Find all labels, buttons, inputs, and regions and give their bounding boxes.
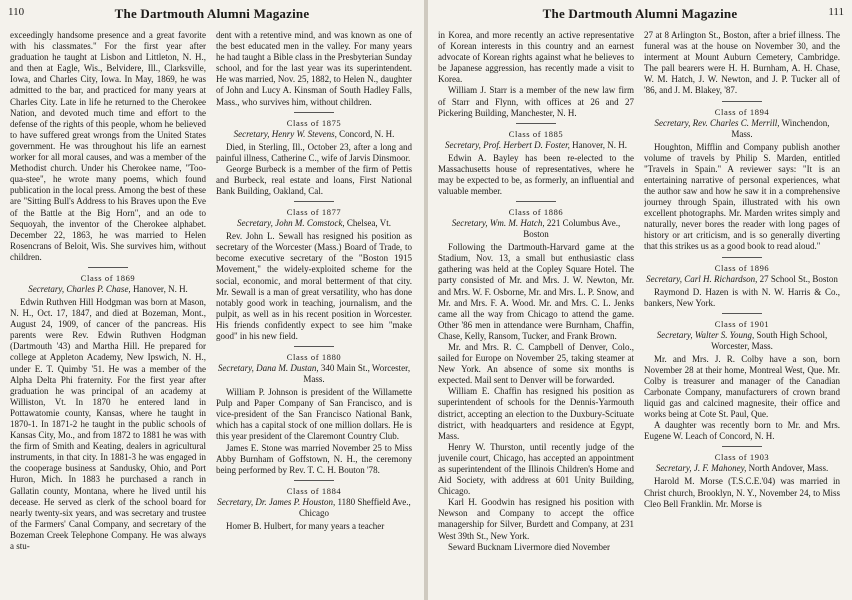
class-note-section <box>216 352 412 481</box>
secretary-name: Dana M. Dustan, <box>256 363 319 374</box>
paragraph: exceedingly handsome presence and a great favorite with his classmates." For the first year after graduation he taught at Lisbon and Littleton, N. H., and then at Eagle, Wis., Belvidere, Ill., Clarksville, Iowa, and Charles City, Iowa. In May, 1869, he was admitted to the bar, and practiced for many years at Charles City. Late in life he returned to the Cherokee Nation, and devoted much time and effort to the defense of the rights of this people, whom he believed to have suffered great wrongs from the United States government. He was throughout his life an earnest worker for all moral causes, and was a member of the Methodist church. Under his Cherokee name, "Too-qua-stee", he wrote many poems, which found publication in the local press. Among the best of these are "Sitting Bull's Address to his Braves upon the Eve of the Battle at the Big Horn", and an ode to Sequoyah, the inventor of the Cherokee alphabet. December 22, 1863, he was married to Helen Rosencrans of Beloit, Wis. She survives him, without children. <box>10 30 206 262</box>
section-divider <box>294 480 334 481</box>
secretary-label: Secretary, <box>646 273 682 284</box>
class-secretary-line <box>438 140 634 151</box>
paragraph: in Korea, and more recently an active representative of Korean interests in this country and an earnest advocate of Korean rights against what he believes to be Japanese aggression, has recently made a visit to Korea. <box>438 30 634 85</box>
section-divider <box>722 257 762 258</box>
secretary-name: Rev. Charles C. Merrill, <box>692 117 780 128</box>
paragraph: William P. Johnson is president of the Willamette Pulp and Paper Company of San Francisco, and is vice-president of the San Francisco National Bank, which has a capital stock of one million dollars. He is this year president of the Claremont Country Club. <box>216 387 412 442</box>
class-note-section <box>216 118 412 202</box>
paragraph: Edwin Ruthven Hill Hodgman was born at Mason, N. H., Oct. 17, 1847, and died at Bozeman, Mont., August 24, 1909, of cancer of the pancreas. His parents were Rev. Edwin Ruthven Hodgman (Dartmouth '43) and Martha Hill. He prepared for college at Appleton Academy, New Ipswich, N. H., under E. T. Quimby '51. He was a member of the Alpha Delta Phi fraternity. For the first year after graduation he was principal of an academy at Williston, Vt. In 1870 he entered land in Pottawatomie county, Kansas, where he taught in 1870-1. In 1871-2 he taught in the public schools of Kansas City, Mo., and from 1872 to 1881 he was with the firm of Smith and Keating, dealers in agricultural instruments, in that city. In 1881-3 he was engaged in the cooperage business at Sandusky, Ohio, and Port Huron, Mich. In 1883 he purchased a ranch in Gallatin county, Montana, where he lived until his decease. He served as clerk of the school board for nearly twenty-six years, and was secretary and trustee of the Farmers' Canal Company, and secretary of the Bozeman Creek Telephone Company. He was always a stu- <box>10 296 206 552</box>
secretary-label: Secretary, <box>451 218 488 229</box>
secretary-name: Dr. James P. Houston, <box>255 496 336 507</box>
class-heading: Class of 1869 <box>80 272 136 283</box>
secretary-label: Secretary, <box>237 218 273 229</box>
paragraph: Homer B. Hulbert, for many years a teacher <box>226 520 385 531</box>
paragraph: Raymond D. Hazen is with N. W. Harris & Co., bankers, New York. <box>644 286 840 308</box>
secretary-label: Secretary, <box>217 496 254 507</box>
secretary-address: 1180 Sheffield Ave., Chicago <box>299 496 411 518</box>
class-heading: Class of 1877 <box>286 207 342 218</box>
right-page <box>428 0 852 600</box>
class-heading: Class of 1875 <box>286 117 342 128</box>
right-running-title: The Dartmouth Alumni Magazine <box>542 6 738 21</box>
paragraph: dent with a retentive mind, and was known as one of the best educated men in the valley. For many years he had taught a Bible class in the Presbyterian Sunday school, and for the last year was its superintendent. He was married, Nov. 25, 1882, to Helen N., daughter of John and Lucy A. Kinsman of South Hadley Falls, Mass., who survives him, without children. <box>216 30 412 107</box>
paragraph: William J. Starr is a member of the new law firm of Starr and Flynn, with offices at 26 and 27 Pickering Building, Manchester, N. H. <box>438 85 634 118</box>
section-divider <box>516 201 556 202</box>
right-running-head <box>436 6 844 24</box>
left-page <box>0 0 424 600</box>
class-note-section <box>216 207 412 347</box>
secretary-label: Secretary, <box>217 363 254 374</box>
class-heading: Class of 1886 <box>508 207 564 218</box>
paragraph: A daughter was recently born to Mr. and Mrs. Eugene W. Leach of Concord, N. H. <box>644 420 840 442</box>
class-heading: Class of 1901 <box>714 318 770 329</box>
section-divider <box>516 123 556 124</box>
continued-text <box>438 30 634 124</box>
section-divider <box>294 201 334 202</box>
secretary-label: Secretary, <box>654 117 691 128</box>
class-note-section <box>644 319 840 448</box>
class-heading: Class of 1885 <box>508 128 564 139</box>
secretary-label: Secretary, <box>445 139 481 150</box>
secretary-address: Concord, N. H. <box>339 128 395 139</box>
secretary-address: Hanover, N. H. <box>132 283 188 294</box>
continued-text <box>644 30 840 102</box>
paragraph: Karl H. Goodwin has resigned his position with Newson and Company to accept the office managership for Silver, Burdett and Company, at 231 West 39th St., New York. <box>438 497 634 541</box>
secretary-label: Secretary, <box>655 463 692 474</box>
paragraph: Harold M. Morse (T.S.C.E.'04) was married in Christ church, Brooklyn, N. Y., November 24, to Miss Cleo Bell Franklin. Mr. Morse is <box>644 476 840 509</box>
secretary-address: Winchendon, Mass. <box>731 117 830 139</box>
left-running-head <box>8 6 416 24</box>
right-column-1 <box>438 30 634 596</box>
class-heading: Class of 1884 <box>286 485 342 496</box>
secretary-name: Carl H. Richardson, <box>684 273 758 284</box>
secretary-address: Hanover, N. H. <box>572 139 627 150</box>
left-running-title: The Dartmouth Alumni Magazine <box>114 6 310 21</box>
section-divider <box>722 446 762 447</box>
section-divider <box>88 267 128 268</box>
class-secretary-line <box>644 118 840 140</box>
section-divider <box>294 346 334 347</box>
class-secretary-line <box>216 363 412 385</box>
class-secretary-line <box>216 218 412 229</box>
paragraph: 27 at 8 Arlington St., Boston, after a brief illness. The funeral was at the house on November 30, and the interment at Mount Auburn Cemetery, Cambridge. The pall bearers were H. H. Burnham, A. H. Chase, W. M. Hatch, J. W. Newton, and J. P. Tucker all of '86, and J. M. Blakey, '87. <box>644 30 840 96</box>
secretary-name: Prof. Herbert D. Foster, <box>483 139 570 150</box>
secretary-address: North Andover, Mass. <box>748 463 829 474</box>
secretary-address: 340 Main St., Worcester, Mass. <box>303 363 411 385</box>
paragraph: Houghton, Mifflin and Company publish another volume of travels by Philip S. Marden, entitled "Travels in Spain." A reviewer says: "It is an entertaining narrative of personal experiences, what the author saw and how he saw it in a comprehensive journey through Spain, illustrated with his own excellent photographs. Mr. Marden writes simply and naturally, never bores the reader with long pages of history or art criticism, and is so generally diverting that this strikes us as a good book to read aloud." <box>644 141 840 252</box>
paragraph: Seward Bucknam Livermore died November <box>448 541 610 552</box>
paragraph: Following the Dartmouth-Harvard game at the Stadium, Nov. 13, a small but enthusiastic class gathering was held at the Copley Square Hotel. The party consisted of Mr. and Mrs. J. W. Newton, Mr. and Mrs. W. F. Osborne, Mr. and Mrs. L. P. Snow, and Mr. and Mrs. F. A. Wood. Mr. and Mrs. C. L. Jenks came all the way from Chicago to attend the game. Other '86 men in attendance were Burnham, Chaffin, Chase, Kelly, Ransom, Tucker, and Frank Brown. <box>438 242 634 341</box>
class-secretary-line <box>10 284 206 295</box>
section-divider <box>294 112 334 113</box>
secretary-name: Walter S. Young, <box>694 329 755 340</box>
secretary-name: Wm. M. Hatch, <box>489 218 545 229</box>
secretary-name: John M. Comstock, <box>275 218 345 229</box>
paragraph: Henry W. Thurston, until recently judge of the juvenile court, Chicago, has accepted an appointment as superintendent of the Illinois Children's Home and Aid Society, with address at 601 Unity Building, Chicago. <box>438 441 634 497</box>
secretary-address: 27 School St., Boston <box>759 273 838 284</box>
paragraph: Rev. John L. Sewall has resigned his position as secretary of the Worcester (Mass.) Board of Trade, to become executive secretary of the "Boston 1915 Movement," the widely-exploited scheme for the social, economic, and moral betterment of that city. Mr. Sewall is a man of great versatility, who has done notably good work in teaching, journalism, and the pulpit, as well as in his recent position in Worcester. His friends confidently expect to see him "make good" in his new field. <box>216 231 412 341</box>
class-secretary-line <box>644 330 840 352</box>
paragraph: James E. Stone was married November 25 to Miss Abby Burnham of Goffstown, N. H., the ceremony being performed by Rev. T. C. H. Bouton '78. <box>216 442 412 475</box>
class-note-section <box>216 486 412 532</box>
left-page-number: 110 <box>8 6 25 18</box>
continued-text <box>10 30 206 268</box>
class-secretary-line <box>644 463 840 474</box>
paragraph: Mr. and Mrs. J. R. Colby have a son, born November 28 at their home, Montreal West, Que. Mr. Colby is treasurer and manager of the Canadian Carbonate Company, manufacturers of crown brand liquid gas and calcined magnesite, their office and works being at Cote St. Paul, Que. <box>644 353 840 420</box>
class-note-section <box>644 452 840 509</box>
left-column-2 <box>216 30 412 596</box>
class-note-section <box>644 107 840 258</box>
paragraph: Edwin A. Bayley has been re-elected to the Massachusetts house of representatives, where he may be expected to be, as formerly, an influential and valuable member. <box>438 152 634 197</box>
class-note-section <box>10 273 206 552</box>
continued-text <box>216 30 412 113</box>
class-heading: Class of 1894 <box>714 106 770 117</box>
class-note-section <box>644 263 840 314</box>
right-page-number: 111 <box>828 6 844 18</box>
paragraph: Died, in Sterling, Ill., October 23, after a long and painful illness, Catherine C., wife of Jarvis Dinsmoor. <box>216 141 412 163</box>
class-heading: Class of 1896 <box>714 262 770 273</box>
secretary-label: Secretary, <box>28 283 65 294</box>
section-divider <box>722 313 762 314</box>
secretary-address: South High School, Worcester, Mass. <box>711 329 828 351</box>
class-secretary-line <box>438 218 634 240</box>
class-secretary-line <box>216 497 412 519</box>
secretary-label: Secretary, <box>656 329 693 340</box>
secretary-label: Secretary, <box>233 128 270 139</box>
class-secretary-line <box>644 274 840 285</box>
class-secretary-line <box>216 129 412 140</box>
class-heading: Class of 1880 <box>286 352 342 363</box>
left-column-1 <box>10 30 206 596</box>
class-note-section <box>438 207 634 553</box>
secretary-name: J. F. Mahoney, <box>693 463 747 474</box>
right-column-2 <box>644 30 840 596</box>
secretary-address: Chelsea, Vt. <box>346 218 391 229</box>
secretary-address: 221 Columbus Ave., Boston <box>523 218 621 240</box>
secretary-name: Charles P. Chase, <box>66 283 131 294</box>
paragraph: George Burbeck is a member of the firm of Pettis and Burbeck, real estate and loans, First National Bank Building, Oakland, Cal. <box>216 163 412 197</box>
class-note-section <box>438 129 634 202</box>
secretary-name: Henry W. Stevens, <box>271 128 337 139</box>
paragraph: William E. Chaffin has resigned his position as superintendent of schools for the Dennis-Yarmouth district, accepting an election to the Duxbury-Scituate district, with headquarters and residence at Egypt, Mass. <box>438 386 634 441</box>
section-divider <box>722 101 762 102</box>
paragraph: Mr. and Mrs. R. C. Campbell of Denver, Colo., sailed for Europe on November 25, taking steamer at New York. An absence of some six months is expected. Mail sent to Denver will be forwarded. <box>438 341 634 386</box>
class-heading: Class of 1903 <box>714 452 770 463</box>
